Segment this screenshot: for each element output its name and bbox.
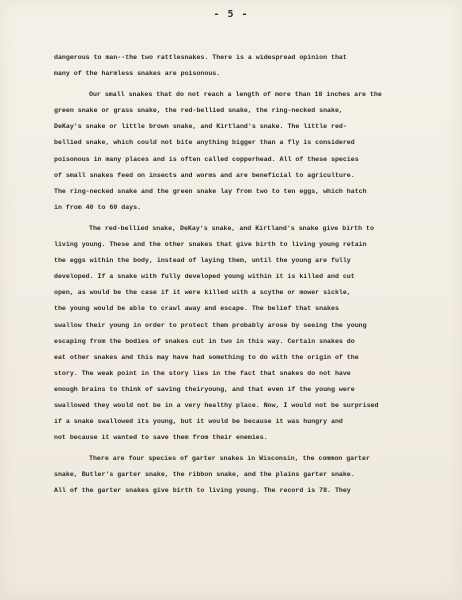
paragraph bbox=[54, 87, 429, 216]
text-line: story. The weak point in the story lies in the fact that snakes do not have bbox=[54, 369, 351, 377]
text-line: developed. If a snake with fully developed young within it is killed and cut bbox=[54, 273, 355, 281]
text-line: eat other snakes and this may have had something to do with the origin of the bbox=[54, 353, 359, 361]
text-line: All of the garter snakes give birth to living young. The record is 78. They bbox=[54, 487, 351, 495]
text-line: the young would be able to crawl away and escape. The belief that snakes bbox=[54, 305, 339, 313]
text-line: enough brains to think of saving theiryoung, and that even if the young were bbox=[54, 385, 355, 393]
text-line: green snake or grass snake, the red-bellied snake, the ring-necked snake, bbox=[54, 107, 343, 115]
text-line: in from 40 to 60 days. bbox=[54, 203, 142, 211]
text-line: escaping from the bodies of snakes cut in two in this way. Certain snakes do bbox=[54, 337, 355, 345]
text-line: DeKay's snake or little brown snake, and Kirtland's snake. The little red- bbox=[54, 123, 347, 131]
text-line: swallowed they would not be in a very healthy place. Now, I would not be surprised bbox=[54, 401, 379, 409]
text-line: not because it wanted to save them from their enemies. bbox=[54, 434, 268, 442]
text-line: bellied snake, which could not bite anything bigger than a fly is considered bbox=[54, 139, 355, 147]
page-number: - 5 - bbox=[213, 9, 249, 20]
text-line: the eggs within the body, instead of laying them, until the young are fully bbox=[54, 257, 351, 265]
document-body bbox=[54, 50, 429, 500]
text-line: swallow their young in order to protect them probably arose by seeing the young bbox=[54, 321, 367, 329]
paragraph bbox=[54, 50, 429, 82]
text-line: open, as would be the case if it were killed with a scythe or mower sickle, bbox=[54, 289, 351, 297]
text-line: snake, Butler's garter snake, the ribbon snake, and the plains garter snake. bbox=[54, 471, 355, 479]
text-line: The ring-necked snake and the green snake lay from two to ten eggs, which hatch bbox=[54, 187, 367, 195]
text-line: poisonous in many places and is often called copperhead. All of these species bbox=[54, 155, 359, 163]
text-line: of small snakes feed on insects and worms and are beneficial to agriculture. bbox=[54, 171, 355, 179]
text-line: Our small snakes that do not reach a length of more than 18 inches are the bbox=[89, 91, 382, 99]
paragraph bbox=[54, 451, 429, 499]
text-line: many of the harmless snakes are poisonous. bbox=[54, 70, 221, 78]
text-line: living young. These and the other snakes that give birth to living young retain bbox=[54, 241, 367, 249]
text-line: if a snake swallowed its young, but it would be because it was hungry and bbox=[54, 418, 343, 426]
paragraph bbox=[54, 221, 429, 446]
text-line: The red-bellied snake, DeKay's snake, and Kirtland's snake give birth to bbox=[89, 224, 374, 232]
text-line: dangerous to man--the two rattlesnakes. There is a widespread opinion that bbox=[54, 54, 347, 61]
text-line: There are four species of garter snakes in Wisconsin, the common garter bbox=[89, 455, 370, 463]
